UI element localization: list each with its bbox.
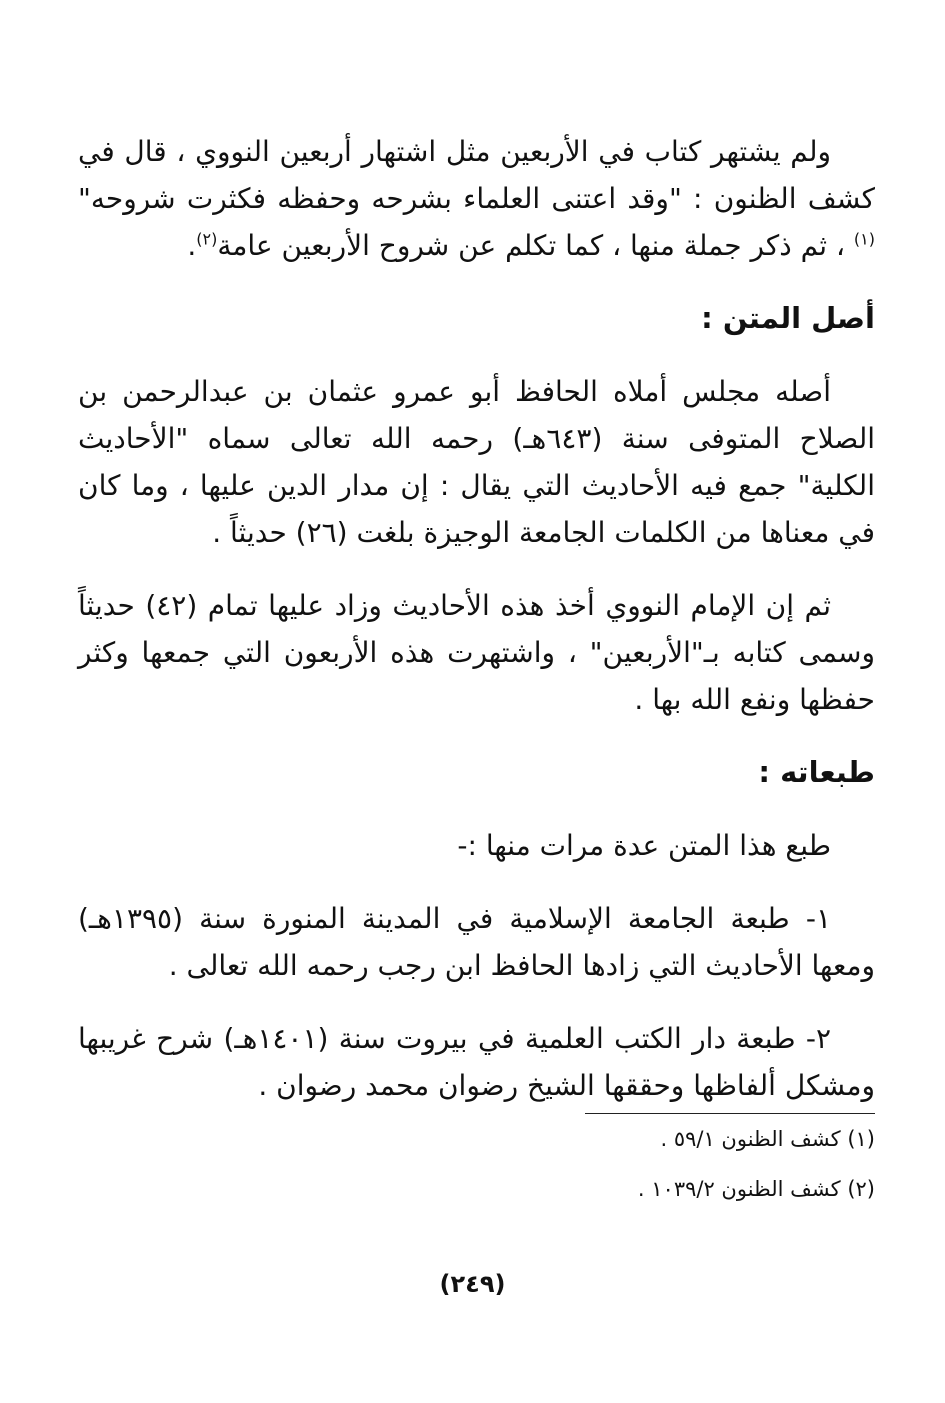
footnote-ref-2[interactable]: (٢) xyxy=(196,229,218,249)
section-heading-origin: أصل المتن : xyxy=(701,301,875,335)
paragraph-intro xyxy=(78,128,875,269)
footnote-1: (١) كشف الظنون ٥٩/١ . xyxy=(660,1127,875,1151)
footnote-ref-1[interactable]: (١) xyxy=(853,229,875,249)
page-body xyxy=(78,128,875,1224)
section-heading-editions: طبعاته : xyxy=(758,755,875,789)
page-number: (٢٤٩) xyxy=(439,1270,506,1298)
list-item-edition-2: ٢- طبعة دار الكتب العلمية في بيروت سنة (١٤٠١هـ) شرح غريبها ومشكل ألفاظها وحققها الشيخ رضوان محمد رضوان . xyxy=(78,1022,875,1102)
list-item-edition-1: ١- طبعة الجامعة الإسلامية في المدينة المنورة سنة (١٣٩٥هـ) ومعها الأحاديث التي زادها الحافظ ابن رجب رحمه الله تعالى . xyxy=(78,902,875,982)
paragraph-nawawi: ثم إن الإمام النووي أخذ هذه الأحاديث وزاد عليها تمام (٤٢) حديثاً وسمى كتابه بـ"الأربعين" ، واشتهرت هذه الأربعون التي جمعها وكثر حفظها ونفع الله بها . xyxy=(78,589,875,716)
paragraph-editions-intro: طبع هذا المتن عدة مرات منها :- xyxy=(457,829,831,862)
footnote-2: (٢) كشف الظنون ١٠٣٩/٢ . xyxy=(637,1177,875,1201)
paragraph-origin: أصله مجلس أملاه الحافظ أبو عمرو عثمان بن عبدالرحمن بن الصلاح المتوفى سنة (٦٤٣هـ) رحمه الله تعالى سماه "الأحاديث الكلية" جمع فيه الأحاديث التي يقال : إن مدار الدين عليها ، وما كان في معناها من الكلمات الجامعة الوجيزة بلغت (٢٦) حديثاً . xyxy=(78,375,875,549)
paragraph-intro-text-b: ، ثم ذكر جملة منها ، كما تكلم عن شروح الأربعين عامة xyxy=(217,229,854,262)
footnote-divider xyxy=(585,1113,875,1114)
paragraph-intro-text-c: . xyxy=(187,229,197,262)
paragraph-intro-text-a: ولم يشتهر كتاب في الأربعين مثل اشتهار أربعين النووي ، قال في كشف الظنون : "وقد اعتنى العلماء بشرحه وحفظه فكثرت شروحه" xyxy=(78,135,875,215)
